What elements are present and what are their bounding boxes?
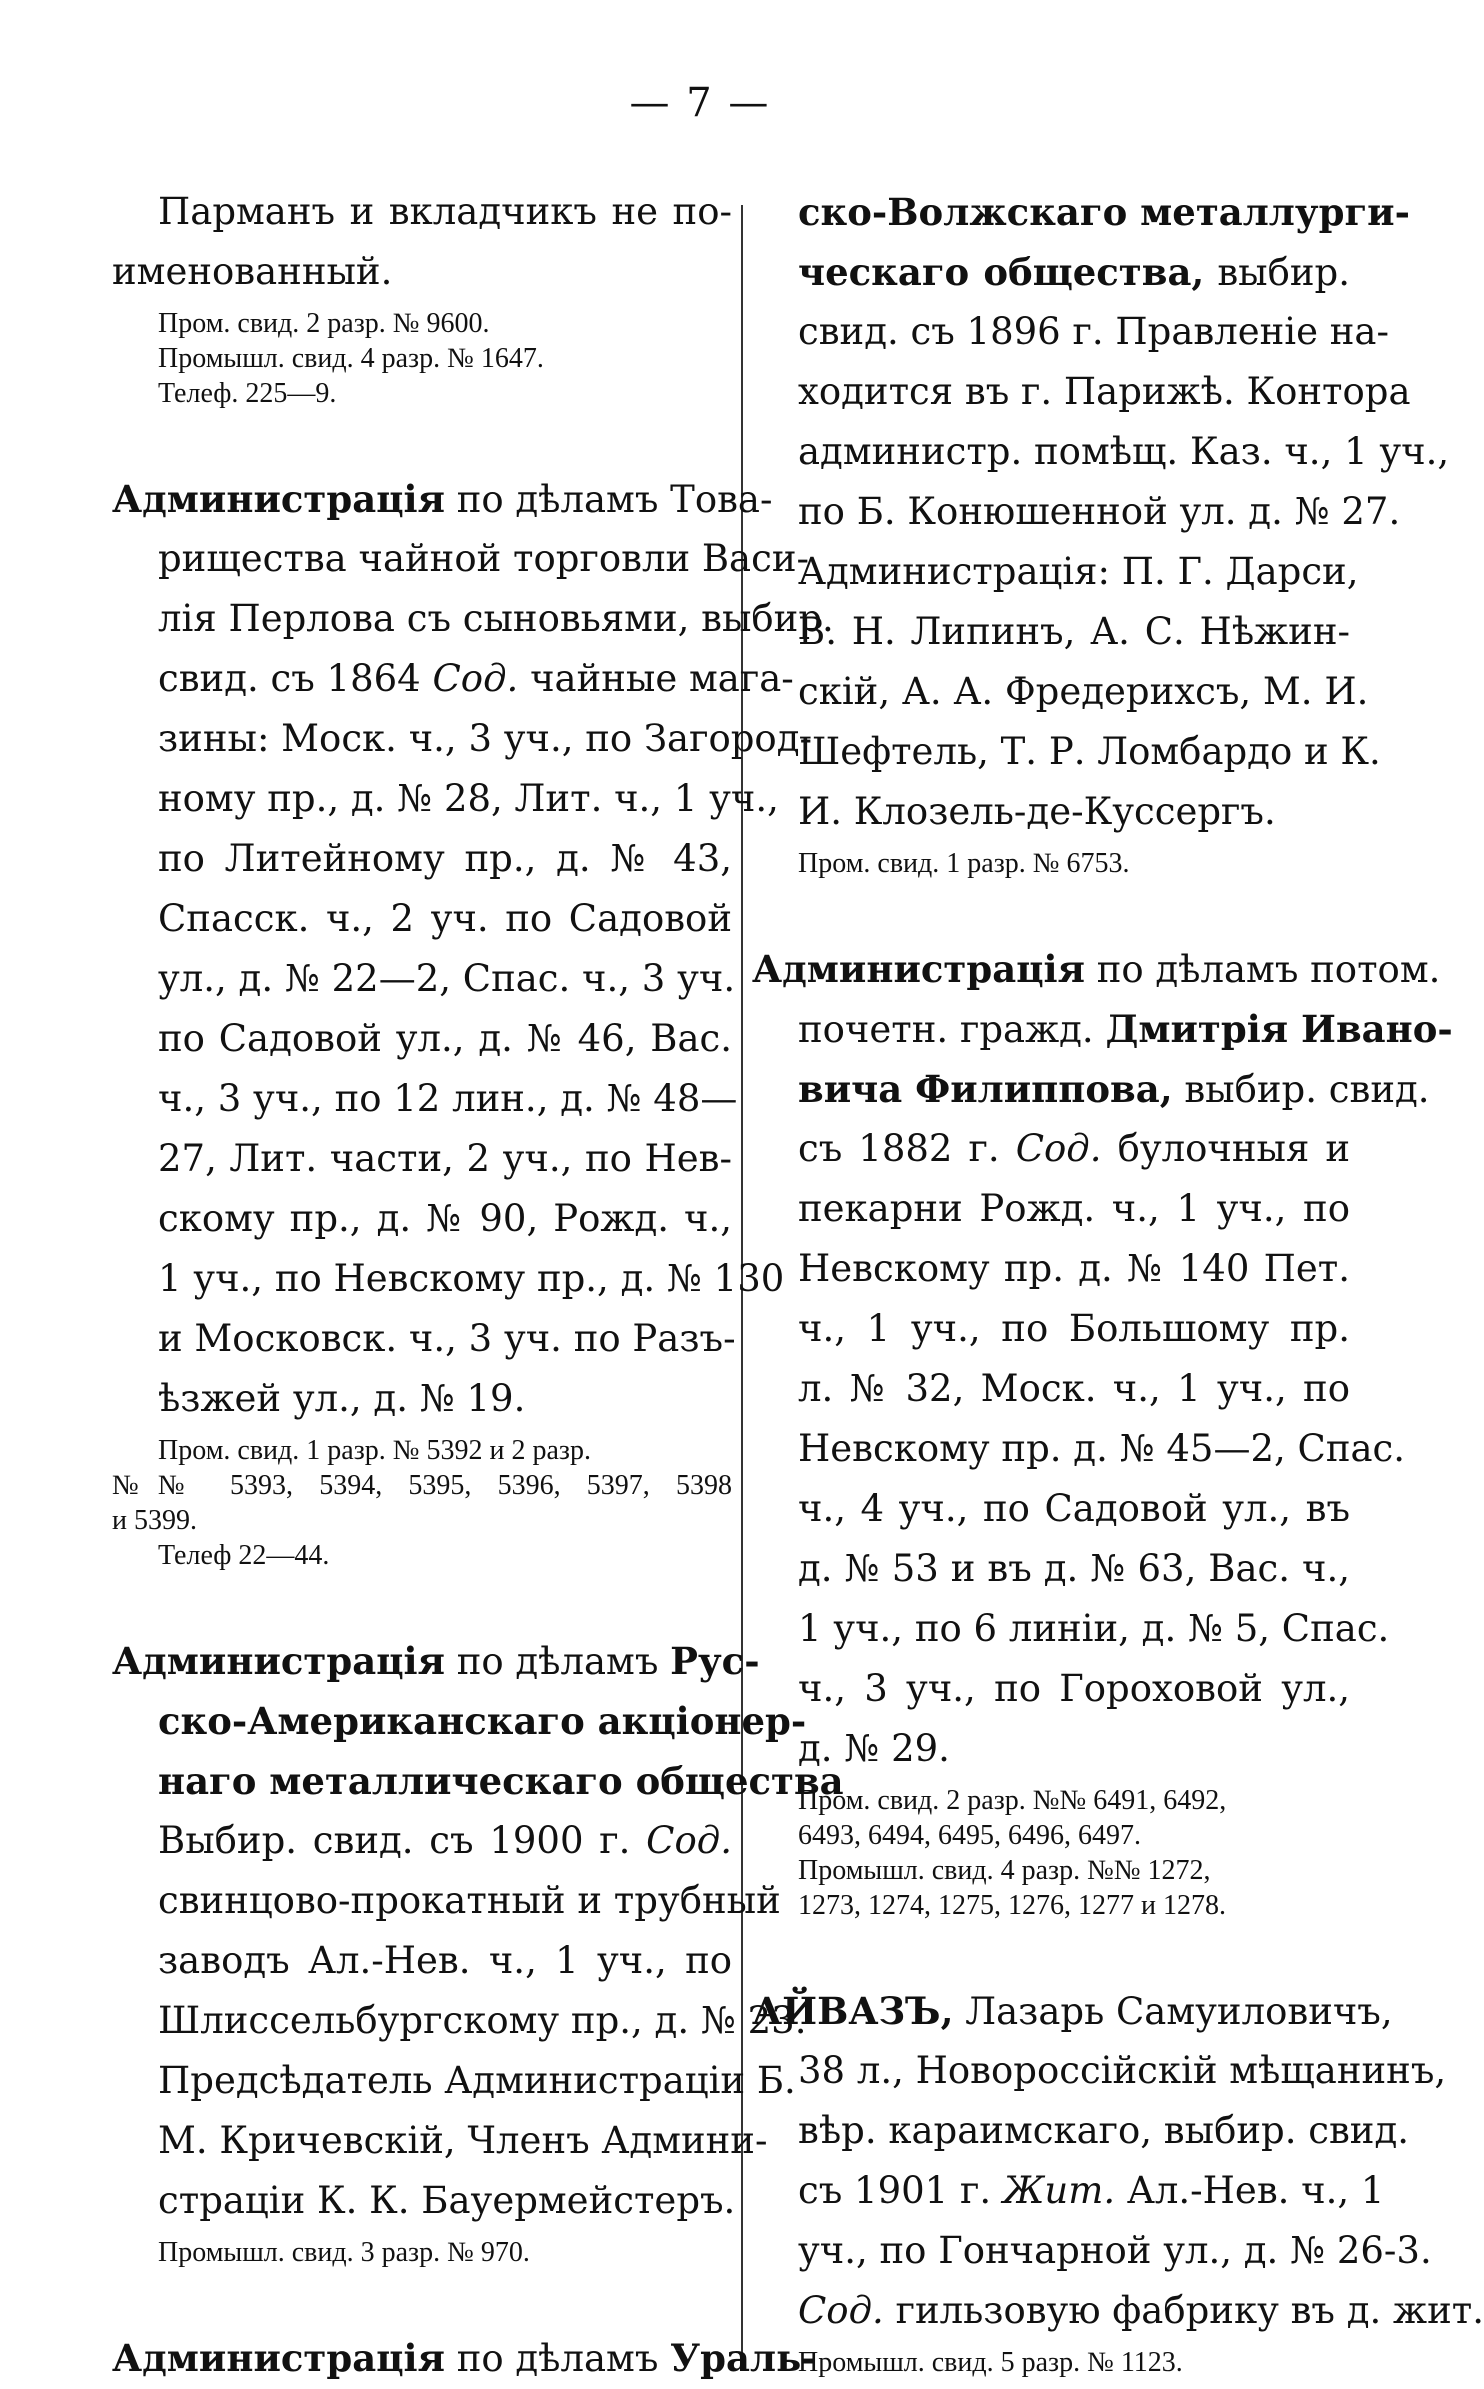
text-line: 27, Лит. части, 2 уч., по Нев- — [158, 1137, 732, 1180]
text-line: заводъ Ал.-Нев. ч., 1 уч., по — [158, 1939, 732, 1982]
entry-first-line — [112, 2328, 817, 2388]
text-line: ч., 3 уч., по Гороховой ул., — [798, 1667, 1350, 1710]
text-line: ходится въ г. Парижѣ. Контора — [798, 370, 1411, 413]
text-fragment: съ 1901 г. — [798, 2169, 992, 2212]
entry-note — [752, 846, 1350, 881]
text-line: В. Н. Липинъ, А. С. Нѣжин- — [798, 610, 1350, 653]
entry-note — [112, 2235, 732, 2270]
note-line: Пром. свид. 1 разр. № 5392 и 2 разр. — [158, 1435, 591, 1466]
text-line — [752, 1059, 1430, 1119]
text-line: зины: Моск. ч., 3 уч., по Загород- — [158, 717, 812, 760]
text-fragment: Выбир. свид. съ 1900 г. — [158, 1819, 631, 1862]
entry-note — [752, 1783, 1350, 1923]
note-line: №№ 5393, 5394, 5395, 5396, 5397, 5398 — [112, 1470, 732, 1501]
text-line: администр. помѣщ. Каз. ч., 1 уч., — [798, 430, 1450, 473]
entry-ural-volga-cont — [752, 182, 1450, 881]
text-fragment: по дѣламъ — [456, 2337, 659, 2380]
text-fragment: по дѣламъ Това- — [456, 478, 773, 521]
company-name: ско-Американскаго акціонер- — [158, 1699, 807, 1743]
note-line: Пром. свид. 1 разр. № 6753. — [798, 848, 1130, 879]
text-fragment: булочныя и — [1117, 1127, 1351, 1170]
text-line: пекарни Рожд. ч., 1 уч., по — [798, 1187, 1350, 1230]
note-line: 1273, 1274, 1275, 1276, 1277 и 1278. — [798, 1890, 1226, 1921]
text-line: ч., 1 уч., по Большому пр. — [798, 1307, 1350, 1350]
company-name: ческаго общества, — [798, 250, 1205, 294]
text-line — [752, 2161, 1385, 2221]
text-line: И. Клозель-де-Куссергъ. — [798, 790, 1276, 833]
entry-first-line — [752, 939, 1441, 999]
text-fragment: съ 1882 г. — [798, 1127, 1000, 1170]
entry-parman — [112, 182, 732, 411]
left-column — [112, 182, 844, 2388]
text-line: ѣзжей ул., д. № 19. — [158, 1377, 526, 1420]
text-line: ул., д. № 22—2, Спас. ч., 3 уч. — [158, 957, 736, 1000]
entry-first-line — [112, 1631, 760, 1691]
content-label: Сод. — [1015, 1127, 1102, 1170]
text-line: ч., 3 уч., по 12 лин., д. № 48— — [158, 1077, 738, 1120]
page-number: — 7 — — [629, 80, 771, 126]
text-line: д. № 29. — [798, 1727, 950, 1770]
text-line — [112, 1811, 732, 1871]
text-line: 38 л., Новороссійскій мѣщанинъ, — [798, 2049, 1447, 2092]
entry-heading: Администрація — [112, 477, 445, 521]
text-line — [112, 1691, 807, 1751]
text-line — [112, 649, 794, 709]
text-line: скій, А. А. Фредерихсъ, М. И. — [798, 670, 1369, 713]
text-line: уч., по Гончарной ул., д. № 26-3. — [798, 2229, 1432, 2272]
person-name: вича Филиппова, — [798, 1067, 1173, 1111]
text-fragment: выбир. свид. — [1184, 1068, 1430, 1111]
text-line: ч., 4 уч., по Садовой ул., въ — [798, 1487, 1350, 1530]
text-line: по Б. Конюшенной ул. д. № 27. — [798, 490, 1401, 533]
text-line: свинцово-прокатный и трубный — [158, 1879, 781, 1922]
text-line: 1 уч., по Невскому пр., д. № 130 — [158, 1257, 785, 1300]
note-line: Промышл. свид. 5 разр. № 1123. — [798, 2347, 1183, 2378]
text-fragment: по дѣламъ — [456, 1640, 659, 1683]
text-line — [752, 2281, 1484, 2341]
note-line: и 5399. — [112, 1505, 197, 1536]
text-line — [752, 242, 1350, 302]
text-line: 1 уч., по 6 линіи, д. № 5, Спас. — [798, 1607, 1390, 1650]
text-line: Предсѣдатель Администраціи Б. — [158, 2059, 796, 2102]
company-name: Рус- — [670, 1639, 760, 1683]
content-label: Сод. — [432, 657, 519, 700]
text-line — [752, 999, 1453, 1059]
text-line: Шефтель, Т. Р. Ломбардо и К. — [798, 730, 1381, 773]
person-name: Дмитрія Ивано- — [1105, 1007, 1453, 1051]
text-line: Шлиссельбургскому пр., д. № 23. — [158, 1999, 807, 2042]
note-line: Телеф 22—44. — [158, 1540, 330, 1571]
text-line: скому пр., д. № 90, Рожд. ч., — [158, 1197, 732, 1240]
text-fragment: почетн. гражд. — [798, 1008, 1094, 1051]
note-line: Пром. свид. 2 разр. № 9600. — [158, 308, 490, 339]
entry-first-line — [112, 469, 773, 529]
text-line: страціи К. К. Бауермейстеръ. — [158, 2179, 736, 2222]
entry-note — [752, 2345, 1350, 2380]
note-line: Пром. свид. 2 разр. №№ 6491, 6492, — [798, 1785, 1227, 1816]
text-fragment: по дѣламъ потом. — [1096, 948, 1441, 991]
company-name: ско-Волжскаго металлурги- — [798, 190, 1410, 234]
text-line: Спасск. ч., 2 уч. по Садовой — [158, 897, 732, 940]
entry-heading: Администрація — [112, 2336, 445, 2380]
text-line: по Литейному пр., д. № 43, — [158, 837, 732, 880]
content-label: Сод. — [798, 2289, 884, 2332]
content-label: Сод. — [646, 1819, 732, 1862]
text-line: Невскому пр. д. № 140 Пет. — [798, 1247, 1350, 1290]
text-line — [112, 1751, 844, 1811]
text-line: д. № 53 и въ д. № 63, Вас. ч., — [798, 1547, 1350, 1590]
text-fragment: Лазарь Самуиловичъ, — [965, 1990, 1393, 2033]
note-line: Промышл. свид. 4 разр. № 1647. — [158, 343, 544, 374]
text-fragment: чайные мага- — [530, 657, 794, 700]
entry-aivaz — [752, 1981, 1484, 2380]
text-line: Администрація: П. Г. Дарси, — [798, 550, 1359, 593]
text-line: л. № 32, Моск. ч., 1 уч., по — [798, 1367, 1350, 1410]
company-name: наго металлическаго общества — [158, 1759, 844, 1803]
text-line — [752, 182, 1410, 242]
entry-first-line — [752, 1981, 1393, 2041]
entry-ural-volga-start — [112, 2328, 817, 2388]
text-fragment: Ал.-Нев. ч., 1 — [1126, 2169, 1385, 2212]
note-line: 6493, 6494, 6495, 6496, 6497. — [798, 1820, 1141, 1851]
text-line: рищества чайной торговли Васи- — [158, 537, 810, 580]
text-line: Невскому пр. д. № 45—2, Спас. — [798, 1427, 1406, 1470]
entry-heading: АЙВАЗЪ, — [752, 1989, 954, 2033]
text-line — [752, 1119, 1350, 1179]
company-name: Ураль- — [670, 2336, 817, 2380]
entry-perlov-tea — [112, 469, 834, 1573]
text-line: вѣр. караимскаго, выбир. свид. — [798, 2109, 1409, 2152]
text-line: именованный. — [112, 250, 393, 293]
text-fragment: свид. съ 1864 — [158, 657, 421, 700]
text-line: свид. съ 1896 г. Правленіе на- — [798, 310, 1389, 353]
text-fragment: гильзовую фабрику въ д. жит. — [895, 2289, 1484, 2332]
entry-russian-american — [112, 1631, 844, 2270]
note-line: Промышл. свид. 3 разр. № 970. — [158, 2237, 530, 2268]
text-line: по Садовой ул., д. № 46, Вас. — [158, 1017, 732, 1060]
right-column — [752, 182, 1484, 2380]
note-line: Телеф. 225—9. — [158, 378, 337, 409]
text-line: М. Кричевскій, Членъ Админи- — [158, 2119, 768, 2162]
entry-heading: Администрація — [752, 947, 1085, 991]
content-label: Жит. — [1002, 2169, 1116, 2212]
text-line: ному пр., д. № 28, Лит. ч., 1 уч., — [158, 777, 779, 820]
text-line: Парманъ и вкладчикъ не по- — [158, 190, 732, 233]
entry-note — [112, 306, 732, 411]
entry-filippov — [752, 939, 1453, 1923]
note-line: Промышл. свид. 4 разр. №№ 1272, — [798, 1855, 1211, 1886]
entry-heading: Администрація — [112, 1639, 445, 1683]
text-fragment: выбир. — [1217, 251, 1350, 294]
entry-note — [112, 1433, 732, 1573]
text-line: и Московск. ч., 3 уч. по Разъ- — [158, 1317, 736, 1360]
text-line: лія Перлова съ сыновьями, выбир. — [158, 597, 834, 640]
